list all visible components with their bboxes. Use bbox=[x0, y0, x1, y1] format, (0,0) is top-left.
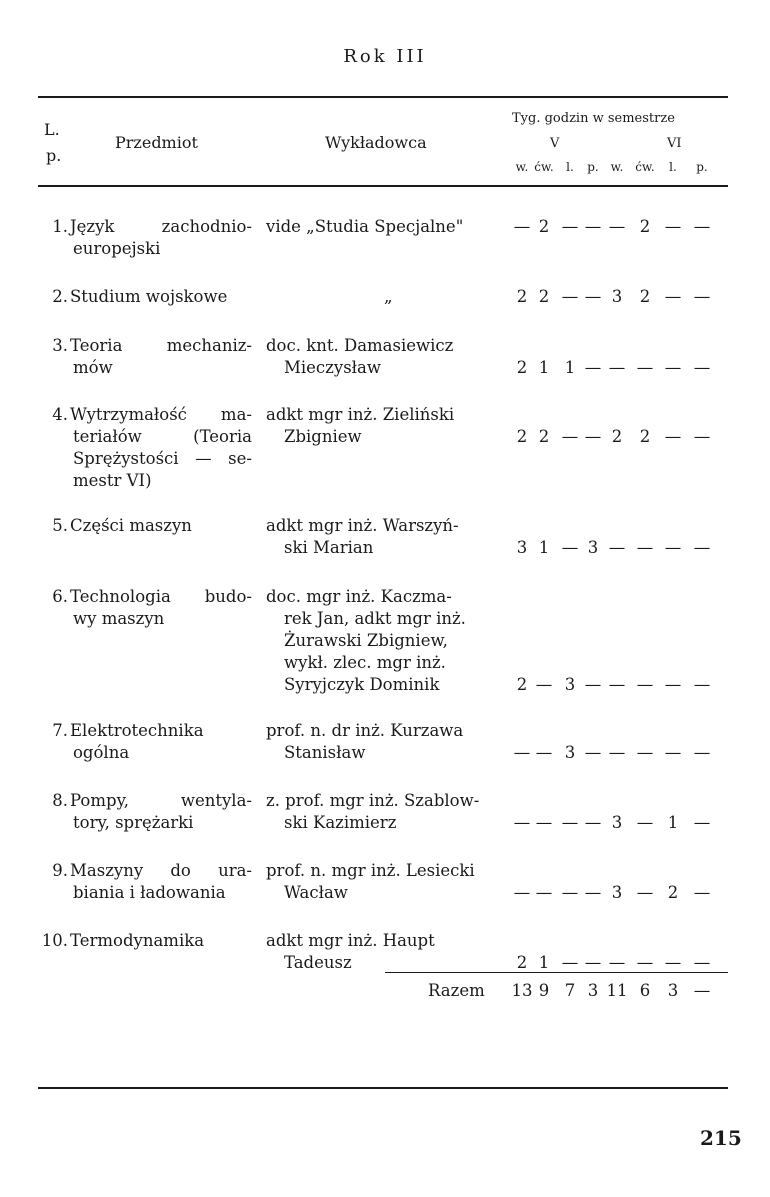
lecturer-cell bbox=[266, 790, 504, 834]
lecturer-line: vide „Studia Specjalne" bbox=[266, 217, 464, 236]
header-semester-v: V bbox=[550, 136, 560, 151]
subject-cell bbox=[70, 335, 252, 379]
hours-cell: 6 bbox=[639, 981, 651, 1000]
hours-cell: 3 bbox=[516, 538, 528, 557]
hours-cell: 3 bbox=[611, 813, 623, 832]
lecturer-line: adkt mgr inż. Zieliński bbox=[266, 405, 455, 424]
subject-line: ogólna bbox=[73, 743, 130, 762]
lecturer-line: Syryjczyk Dominik bbox=[284, 675, 440, 694]
subject-cell bbox=[70, 930, 252, 952]
hours-cell: 2 bbox=[538, 217, 550, 236]
lecturer-line: Mieczysław bbox=[284, 358, 381, 377]
row-number: 7. bbox=[52, 721, 68, 740]
header-subject: Przedmiot bbox=[115, 133, 198, 152]
hours-row bbox=[508, 952, 730, 974]
subject-line: Technologia budo- bbox=[70, 587, 252, 606]
header-semester-vi: VI bbox=[667, 136, 682, 151]
subject-cell bbox=[70, 286, 252, 308]
lecturer-cell bbox=[266, 515, 504, 559]
hours-cell: — bbox=[535, 743, 553, 762]
hours-cell: 1 bbox=[538, 358, 550, 377]
hours-cell: — bbox=[693, 675, 711, 694]
hours-cell: ćw. bbox=[635, 160, 655, 174]
hours-cell: 2 bbox=[667, 883, 679, 902]
hours-cell: — bbox=[608, 538, 626, 557]
hours-cell: — bbox=[584, 813, 602, 832]
lecturer-line: Stanisław bbox=[284, 743, 366, 762]
hours-cell: — bbox=[664, 287, 682, 306]
hours-cell: — bbox=[584, 953, 602, 972]
header-lp-line1: L. bbox=[44, 120, 60, 139]
row-number: 3. bbox=[52, 336, 68, 355]
hours-cell: — bbox=[561, 813, 579, 832]
subject-line: wy maszyn bbox=[73, 609, 165, 628]
row-number: 8. bbox=[52, 791, 68, 810]
subject-line: Teoria mechaniz- bbox=[70, 336, 252, 355]
subject-cell bbox=[70, 860, 252, 904]
subject-cell bbox=[70, 790, 252, 834]
lecturer-cell bbox=[266, 860, 504, 904]
lecturer-line: adkt mgr inż. Warszyń- bbox=[266, 516, 459, 535]
hours-cell: 2 bbox=[639, 427, 651, 446]
hours-cell: 2 bbox=[516, 427, 528, 446]
lecturer-cell bbox=[266, 586, 504, 696]
hours-cell: — bbox=[584, 883, 602, 902]
hours-cell: p. bbox=[587, 160, 599, 174]
lecturer-cell bbox=[266, 286, 504, 308]
row-number: 5. bbox=[52, 516, 68, 535]
hours-cell: — bbox=[608, 358, 626, 377]
hours-cell: 2 bbox=[639, 217, 651, 236]
subject-line: Język zachodnio- bbox=[70, 217, 252, 236]
hours-cell: — bbox=[608, 953, 626, 972]
hours-cell: — bbox=[561, 427, 579, 446]
hours-cell: — bbox=[535, 675, 553, 694]
total-hours bbox=[508, 981, 730, 1003]
subject-line: Pompy, wentyla- bbox=[70, 791, 252, 810]
lecturer-line: wykł. zlec. mgr inż. bbox=[284, 653, 446, 672]
hours-cell: — bbox=[693, 217, 711, 236]
lecturer-cell bbox=[266, 720, 504, 764]
hours-cell: — bbox=[584, 427, 602, 446]
hours-cell: — bbox=[636, 358, 654, 377]
lecturer-line: adkt mgr inż. Haupt bbox=[266, 931, 435, 950]
hours-cell: — bbox=[513, 883, 531, 902]
hours-cell: — bbox=[608, 675, 626, 694]
hours-cell: l. bbox=[566, 160, 574, 174]
hours-cell: — bbox=[513, 743, 531, 762]
hours-cell: — bbox=[636, 675, 654, 694]
subject-line: Maszyny do ura- bbox=[70, 861, 252, 880]
hours-cell: 3 bbox=[587, 981, 599, 1000]
subject-cell bbox=[70, 216, 252, 260]
hours-cell: — bbox=[693, 981, 711, 1000]
hours-cell: — bbox=[664, 358, 682, 377]
hours-cell: — bbox=[693, 953, 711, 972]
total-rule bbox=[385, 972, 728, 973]
hours-cell: — bbox=[584, 675, 602, 694]
subject-line: Termodynamika bbox=[70, 931, 205, 950]
hours-cell: — bbox=[636, 813, 654, 832]
hours-cell: 3 bbox=[611, 287, 623, 306]
total-label: Razem bbox=[428, 981, 485, 1000]
hours-cell: — bbox=[693, 883, 711, 902]
hours-cell: l. bbox=[669, 160, 677, 174]
hours-cell: 2 bbox=[538, 427, 550, 446]
hours-cell: 3 bbox=[564, 675, 576, 694]
row-number: 10. bbox=[41, 931, 68, 950]
hours-cell: — bbox=[535, 883, 553, 902]
row-number: 4. bbox=[52, 405, 68, 424]
hours-cell: 3 bbox=[667, 981, 679, 1000]
hours-row bbox=[508, 537, 730, 559]
lecturer-line: z. prof. mgr inż. Szablow- bbox=[266, 791, 480, 810]
subject-line: Części maszyn bbox=[70, 516, 192, 535]
subject-line: mestr VI) bbox=[73, 471, 152, 490]
hours-cell: w. bbox=[610, 160, 624, 174]
subject-line: tory, sprężarki bbox=[73, 813, 194, 832]
subject-cell bbox=[70, 404, 252, 492]
hours-cell: 2 bbox=[611, 427, 623, 446]
hours-cell: — bbox=[664, 427, 682, 446]
hours-cell: 2 bbox=[516, 287, 528, 306]
hours-cell: — bbox=[584, 358, 602, 377]
hours-cell: 1 bbox=[667, 813, 679, 832]
hours-cell: — bbox=[636, 538, 654, 557]
lecturer-cell bbox=[266, 404, 504, 448]
hours-cell: — bbox=[693, 427, 711, 446]
subject-cell bbox=[70, 720, 252, 764]
page-number: 215 bbox=[700, 1126, 742, 1150]
hours-cell: — bbox=[693, 743, 711, 762]
hours-cell: 3 bbox=[611, 883, 623, 902]
hours-row bbox=[508, 286, 730, 308]
footer-rule bbox=[38, 1087, 728, 1089]
header-hours-title: Tyg. godzin w semestrze bbox=[512, 111, 675, 126]
hours-cell: — bbox=[561, 538, 579, 557]
hours-cell: — bbox=[693, 813, 711, 832]
hours-cell: 7 bbox=[564, 981, 576, 1000]
lecturer-line: doc. knt. Damasiewicz bbox=[266, 336, 454, 355]
hours-cell: w. bbox=[515, 160, 529, 174]
hours-cell: — bbox=[693, 358, 711, 377]
hours-cell: 1 bbox=[538, 953, 550, 972]
lecturer-cell bbox=[266, 216, 504, 238]
subject-line: europejski bbox=[73, 239, 161, 258]
hours-cell: — bbox=[664, 538, 682, 557]
hours-cell: 2 bbox=[516, 358, 528, 377]
row-number: 6. bbox=[52, 587, 68, 606]
hours-cell: 2 bbox=[538, 287, 550, 306]
hours-cell: — bbox=[664, 953, 682, 972]
lecturer-line: Wacław bbox=[284, 883, 348, 902]
hours-cell: — bbox=[561, 883, 579, 902]
hours-cell: 2 bbox=[516, 953, 528, 972]
row-number: 9. bbox=[52, 861, 68, 880]
hours-cell: 9 bbox=[538, 981, 550, 1000]
header-lecturer: Wykładowca bbox=[325, 133, 427, 152]
hours-cell: — bbox=[561, 953, 579, 972]
lecturer-line: Tadeusz bbox=[284, 953, 352, 972]
lecturer-line: „ bbox=[384, 287, 393, 306]
header-top-rule bbox=[38, 96, 728, 98]
lecturer-line: prof. n. dr inż. Kurzawa bbox=[266, 721, 464, 740]
hours-cell: — bbox=[535, 813, 553, 832]
hours-cell: — bbox=[561, 287, 579, 306]
hours-cell: — bbox=[513, 813, 531, 832]
lecturer-cell bbox=[266, 335, 504, 379]
subject-line: mów bbox=[73, 358, 113, 377]
hours-cell: — bbox=[584, 743, 602, 762]
row-number: 1. bbox=[52, 217, 68, 236]
hours-cell: p. bbox=[696, 160, 708, 174]
subject-line: Studium wojskowe bbox=[70, 287, 228, 306]
hours-cell: 11 bbox=[606, 981, 628, 1000]
hours-cell: — bbox=[608, 217, 626, 236]
lecturer-line: prof. n. mgr inż. Lesiecki bbox=[266, 861, 475, 880]
hours-cell: — bbox=[664, 675, 682, 694]
hours-cell: 2 bbox=[516, 675, 528, 694]
hours-cell: 3 bbox=[564, 743, 576, 762]
hours-cell: — bbox=[584, 217, 602, 236]
lecturer-line: Żurawski Zbigniew, bbox=[284, 631, 448, 650]
hours-row bbox=[508, 216, 730, 238]
page-title: Rok III bbox=[343, 46, 427, 67]
hours-cell: — bbox=[636, 883, 654, 902]
hours-cell: — bbox=[561, 217, 579, 236]
lecturer-line: doc. mgr inż. Kaczma- bbox=[266, 587, 452, 606]
row-number: 2. bbox=[52, 287, 68, 306]
lecturer-line: Zbigniew bbox=[284, 427, 362, 446]
hours-row bbox=[508, 426, 730, 448]
subject-line: biania i ładowania bbox=[73, 883, 226, 902]
hours-row bbox=[508, 882, 730, 904]
subject-cell bbox=[70, 515, 252, 537]
subject-cell bbox=[70, 586, 252, 630]
lecturer-line: rek Jan, adkt mgr inż. bbox=[284, 609, 466, 628]
hours-cell: — bbox=[584, 287, 602, 306]
hours-cell: 1 bbox=[564, 358, 576, 377]
hours-cell: — bbox=[636, 953, 654, 972]
subject-line: Wytrzymałość ma- bbox=[70, 405, 252, 424]
hours-row bbox=[508, 742, 730, 764]
hours-cell: 1 bbox=[538, 538, 550, 557]
hours-cell: 13 bbox=[511, 981, 533, 1000]
subject-line: Elektrotechnika bbox=[70, 721, 204, 740]
hours-cell: — bbox=[636, 743, 654, 762]
hours-row bbox=[508, 812, 730, 834]
hours-cell: 2 bbox=[639, 287, 651, 306]
header-sub-columns bbox=[508, 160, 730, 182]
hours-cell: — bbox=[693, 287, 711, 306]
lecturer-cell bbox=[266, 930, 504, 974]
hours-row bbox=[508, 674, 730, 696]
hours-row bbox=[508, 357, 730, 379]
hours-cell: — bbox=[608, 743, 626, 762]
hours-cell: 3 bbox=[587, 538, 599, 557]
lecturer-line: ski Kazimierz bbox=[284, 813, 397, 832]
lecturer-line: ski Marian bbox=[284, 538, 374, 557]
hours-cell: — bbox=[693, 538, 711, 557]
subject-line: teriałów (Teoria bbox=[73, 427, 252, 446]
subject-line: Sprężystości — se- bbox=[73, 449, 252, 468]
hours-cell: — bbox=[664, 743, 682, 762]
header-bottom-rule bbox=[38, 185, 728, 187]
hours-cell: — bbox=[513, 217, 531, 236]
header-lp-line2: p. bbox=[46, 146, 62, 165]
hours-cell: ćw. bbox=[534, 160, 554, 174]
hours-cell: — bbox=[664, 217, 682, 236]
